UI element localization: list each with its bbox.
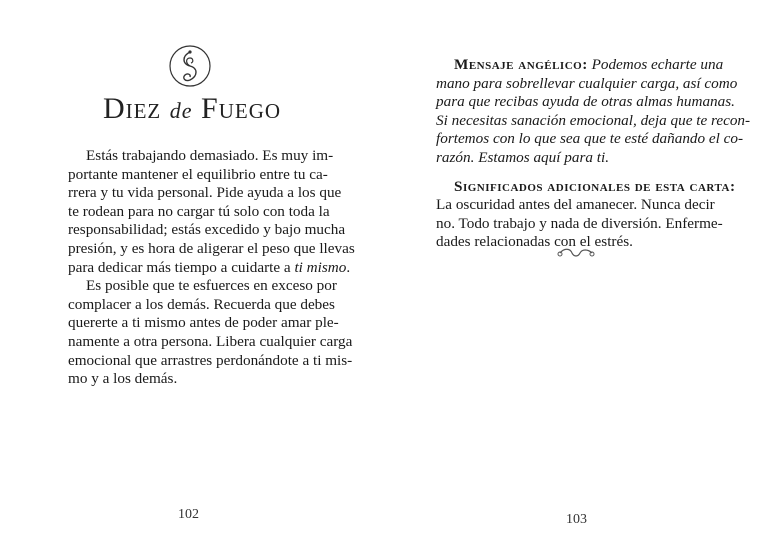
body-line: quererte a ti mismo antes de poder amar ple- — [68, 314, 339, 332]
body-line-end: . — [346, 258, 351, 276]
body-line: portante mantener el equilibrio entre tu ca- — [68, 165, 328, 183]
mensaje-line: razón. Estamos aquí para ti. — [436, 148, 609, 166]
title-word-diez: Diez — [102, 92, 162, 125]
left-body-text — [68, 147, 355, 389]
body-line: te rodean para no cargar tú solo con toda la — [68, 202, 330, 220]
chapter-title — [0, 92, 384, 126]
right-body-text — [436, 56, 751, 252]
mensaje-line: para que recibas ayuda de otras almas humanas. — [436, 93, 735, 111]
body-line: emocional que arrastres perdonándote a ti mis- — [68, 351, 353, 369]
body-line-text: para dedicar más tiempo a cuidarte a — [68, 258, 295, 276]
right-page — [384, 0, 768, 550]
body-line: complacer a los demás. Recuerda que debes — [68, 295, 335, 313]
significados-label: Significados adicionales de esta carta: — [454, 177, 736, 195]
body-line: Estás trabajando demasiado. Es muy im- — [86, 147, 334, 164]
scroll-flourish-icon — [556, 246, 596, 260]
mensaje-label: Mensaje angélico: — [454, 56, 588, 73]
mensaje-line: Si necesitas sanación emocional, deja que te recon- — [436, 111, 751, 129]
mensaje-line: fortemos con lo que sea que te esté dañando el co- — [436, 130, 744, 148]
mensaje-line: mano para sobrellevar cualquier carga, así como — [436, 74, 738, 92]
body-line: rrera y tu vida personal. Pide ayuda a los que — [68, 184, 342, 202]
significados-line: no. Todo trabajo y nada de diversión. Enferme- — [436, 214, 723, 232]
significados-line: La oscuridad antes del amanecer. Nunca decir — [436, 196, 715, 214]
mensaje-line — [436, 56, 724, 75]
body-line: responsabilidad; estás excedido y bajo mucha — [68, 221, 346, 239]
body-line: presión, y es hora de aligerar el peso que llevas — [68, 239, 355, 257]
body-line — [68, 258, 351, 278]
title-word-fuego: Fuego — [201, 92, 282, 125]
spiral-flourish-icon — [168, 44, 212, 88]
significados-line: dades relacionadas con el estrés. — [436, 233, 633, 251]
page-number-right: 103 — [566, 512, 587, 527]
emphasis-text: ti mismo — [294, 258, 347, 276]
mensaje-text: Podemos echarte una — [591, 56, 724, 73]
page-number-left: 102 — [178, 507, 199, 522]
body-line: mo y a los demás. — [68, 370, 178, 388]
significados-heading — [436, 177, 736, 197]
body-line: namente a otra persona. Libera cualquier carga — [68, 332, 353, 350]
body-line: Es posible que te esfuerces en exceso por — [86, 277, 337, 295]
title-word-de: de — [169, 98, 193, 123]
